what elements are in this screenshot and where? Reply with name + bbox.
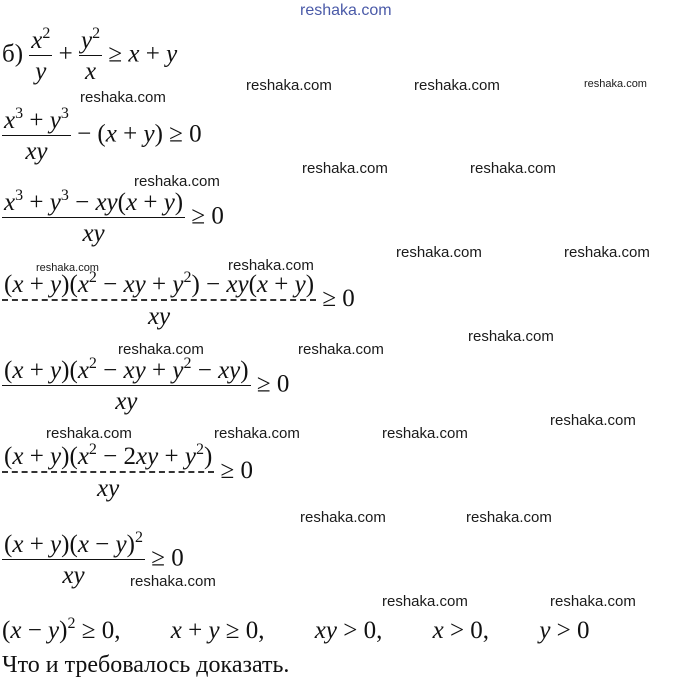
watermark: reshaka.com <box>214 425 300 442</box>
problem-label: б) <box>2 40 24 68</box>
watermark: reshaka.com <box>470 160 556 177</box>
math-line-6: $\frac{(x + y)(x^2 - 2xy + y^2)}{xy}$ ≥ 0 <box>4 441 254 502</box>
math-line-4: $\frac{(x + y)(x^2 - xy + y^2) - xy(x + y)}{xy}$ ≥ 0 <box>4 269 355 330</box>
watermark-top: reshaka.com <box>300 2 392 19</box>
watermark: reshaka.com <box>134 173 220 190</box>
watermark: reshaka.com <box>550 412 636 429</box>
math-line-8-conditions: $(x - y)^2 \ge 0$, x + y ≥ 0, xy > 0, x > 0, y > 0 <box>2 615 590 644</box>
watermark: reshaka.com <box>246 77 332 94</box>
watermark: reshaka.com <box>80 89 166 106</box>
watermark: reshaka.com <box>46 425 132 442</box>
math-line-2: $\frac{x^3 + y^3}{xy}$ − (x + y) ≥ 0 <box>4 105 202 165</box>
watermark: reshaka.com <box>228 257 314 274</box>
watermark: reshaka.com <box>36 262 99 274</box>
watermark: reshaka.com <box>382 425 468 442</box>
watermark: reshaka.com <box>118 341 204 358</box>
watermark: reshaka.com <box>300 509 386 526</box>
math-line-3: $\frac{x^3 + y^3 - xy(x + y)}{xy}$ ≥ 0 <box>4 187 224 247</box>
math-line-1: б) $\frac{x^2}{y}$ + $\frac{y^2}{x}$ ≥ x + y <box>2 25 178 85</box>
watermark: reshaka.com <box>550 593 636 610</box>
watermark: reshaka.com <box>298 341 384 358</box>
watermark: reshaka.com <box>414 77 500 94</box>
watermark: reshaka.com <box>302 160 388 177</box>
watermark: reshaka.com <box>564 244 650 261</box>
watermark: reshaka.com <box>396 244 482 261</box>
math-line-7: $\frac{(x + y)(x - y)^2}{xy}$ ≥ 0 <box>4 529 184 589</box>
watermark: reshaka.com <box>466 509 552 526</box>
watermark: reshaka.com <box>468 328 554 345</box>
watermark: reshaka.com <box>382 593 468 610</box>
watermark: reshaka.com <box>584 78 647 90</box>
conclusion-text: Что и требовалось доказать. <box>2 652 290 678</box>
math-line-5: $\frac{(x + y)(x^2 - xy + y^2 - xy)}{xy}$ ≥ 0 <box>4 355 290 415</box>
watermark: reshaka.com <box>130 573 216 590</box>
